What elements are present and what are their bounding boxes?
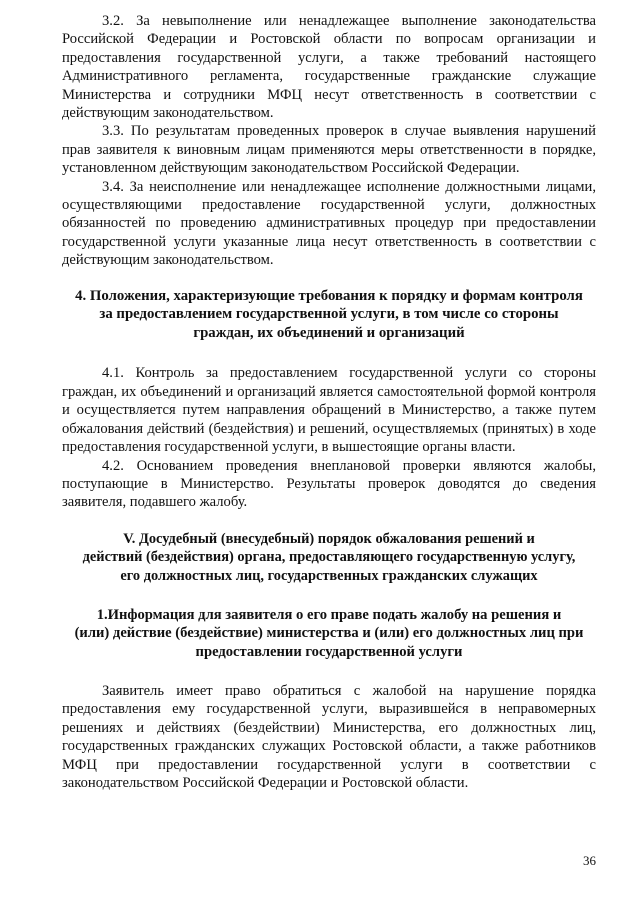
subsection-1-heading-line-2: (или) действие (бездействие) министерства и (или) его должностных лиц при — [74, 625, 584, 642]
subsection-1-heading-line-3: предоставлении государственной услуги — [195, 644, 463, 661]
section-4-heading-line-2: за предоставлением государственной услуги, в том числе со стороны — [99, 306, 559, 323]
section-4-heading — [62, 287, 596, 343]
document-page — [62, 12, 596, 792]
section-5-heading — [62, 530, 596, 586]
section-4-heading-line-1: 4. Положения, характеризующие требования к порядку и формам контроля — [75, 287, 583, 304]
paragraph-3-4: 3.4. За неисполнение или ненадлежащее исполнение должностными лицами, осуществляющими предоставление государственной услуги, должностных обязанностей по проведению административных процедур при предоставлении государственной услуги указанные лица несут ответственность в соответствии с действующим законодательством. — [62, 178, 596, 269]
subsection-1-heading — [62, 606, 596, 662]
subsection-1-heading-line-1: 1.Информация для заявителя о его праве подать жалобу на решения и — [96, 606, 562, 623]
paragraph-4-1: 4.1. Контроль за предоставлением государственной услуги со стороны граждан, их объединений и организаций является самостоятельной формой контроля и осуществляется путем направления обращений в Министерство, а также путем обжалования действий (бездействия) и решений, осуществляемых (принятых) в ходе предоставления государственной услуги, в вышестоящие органы власти. — [62, 365, 596, 456]
section-5-heading-line-2: действий (бездействия) органа, предоставляющего государственную услугу, — [82, 549, 576, 566]
section-5-heading-line-1: V. Досудебный (внесудебный) порядок обжалования решений и — [123, 530, 535, 547]
paragraph-3-3: 3.3. По результатам проведенных проверок в случае выявления нарушений прав заявителя к виновным лицам применяются меры ответственности в порядке, установленном действующим законодательством Российской Федерации. — [62, 123, 596, 177]
section-5-heading-line-3: его должностных лиц, государственных гражданских служащих — [120, 567, 538, 584]
page-number: 36 — [583, 853, 596, 868]
paragraph-complaint-right: Заявитель имеет право обратиться с жалобой на нарушение порядка предоставления ему государственной услуги, выразившейся в неправомерных решениях и действиях (бездействии) Министерства, его должностных лиц, государственных гражданских служащих Ростовской области, а также работников МФЦ при предоставлении государственной услуги в соответствии с законодательством Российской Федерации и Ростовской области. — [62, 682, 596, 791]
paragraph-4-2: 4.2. Основанием проведения внеплановой проверки являются жалобы, поступающие в Министерство. Результаты проверок доводятся до сведения заявителя, подавшего жалобу. — [62, 457, 596, 511]
paragraph-3-2: 3.2. За невыполнение или ненадлежащее выполнение законодательства Российской Федерации и Ростовской области по вопросам организации и предоставления государственной услуги, а также требований настоящего Административного регламента, государственные гражданские служащие Министерства и сотрудники МФЦ несут ответственность в соответствии с действующим законодательством. — [62, 13, 596, 122]
section-4-heading-line-3: граждан, их объединений и организаций — [193, 324, 465, 341]
